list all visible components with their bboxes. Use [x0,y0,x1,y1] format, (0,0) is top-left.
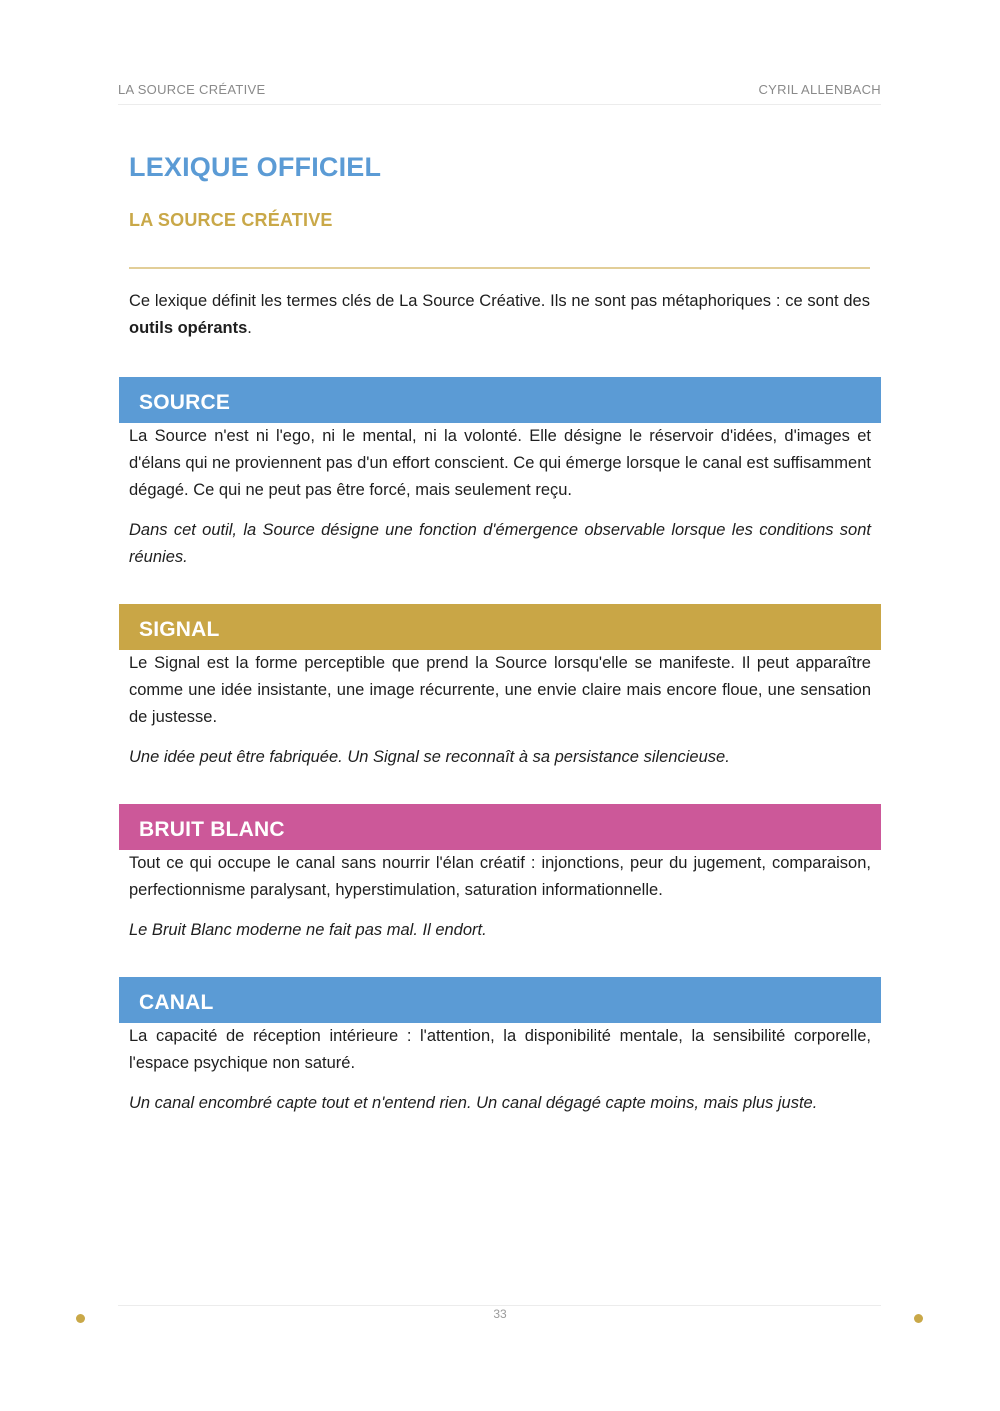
entry-source [119,377,881,571]
entry-note: Un canal encombré capte tout et n'entend rien. Un canal dégagé capte moins, mais plus juste. [129,1094,818,1112]
entry-definition: Le Signal est la forme perceptible que prend la Source lorsqu'elle se manifeste. Il peut apparaître comme une idée insistante, une image récurrente, une envie claire mais encore floue, une sensation de justesse. [129,654,871,726]
header-book-title: LA SOURCE CRÉATIVE [118,82,266,97]
entry-term: CANAL [139,991,214,1014]
intro-text: Ce lexique définit les termes clés de La Source Créative. Ils ne sont pas métaphoriques : ce sont des [129,292,870,310]
page-number: 33 [493,1307,507,1321]
page-subtitle: LA SOURCE CRÉATIVE [129,210,333,230]
entry-term: BRUIT BLANC [139,818,285,841]
footer-dot-left [76,1314,85,1323]
running-header [118,82,881,105]
page-title: LEXIQUE OFFICIEL [129,152,382,182]
entry-term-bar [119,377,881,423]
header-author: CYRIL ALLENBACH [758,82,881,97]
entry-bruit-blanc [119,804,881,944]
intro-paragraph [129,288,870,342]
entry-note: Une idée peut être fabriquée. Un Signal se reconnaît à sa persistance silencieuse. [129,748,730,766]
footer-dot-right [914,1314,923,1323]
entry-canal [119,977,881,1117]
entry-term: SIGNAL [139,618,220,641]
entry-term-bar [119,804,881,850]
entry-term-bar [119,604,881,650]
intro-emphasis: outils opérants [129,319,248,337]
entry-definition: La capacité de réception intérieure : l'attention, la disponibilité mentale, la sensibilité corporelle, l'espace psychique non saturé. [129,1027,871,1072]
footer-divider [118,1305,881,1306]
entry-note: Dans cet outil, la Source désigne une fonction d'émergence observable lorsque les conditions sont réunies. [129,521,871,566]
entry-note: Le Bruit Blanc moderne ne fait pas mal. Il endort. [129,921,487,939]
entry-definition: La Source n'est ni l'ego, ni le mental, ni la volonté. Elle désigne le réservoir d'idées, d'images et d'élans qui ne proviennent pas d'un effort conscient. Ce qui émerge lorsque le canal est suffisamment dégagé. Ce qui ne peut pas être forcé, mais seulement reçu. [129,427,871,499]
divider [129,267,870,269]
entry-signal [119,604,881,771]
entry-term: SOURCE [139,391,231,414]
intro-end: . [247,319,252,337]
entry-term-bar [119,977,881,1023]
entry-definition: Tout ce qui occupe le canal sans nourrir l'élan créatif : injonctions, peur du jugement, comparaison, perfectionnisme paralysant, hyperstimulation, saturation informationnelle. [129,854,871,899]
